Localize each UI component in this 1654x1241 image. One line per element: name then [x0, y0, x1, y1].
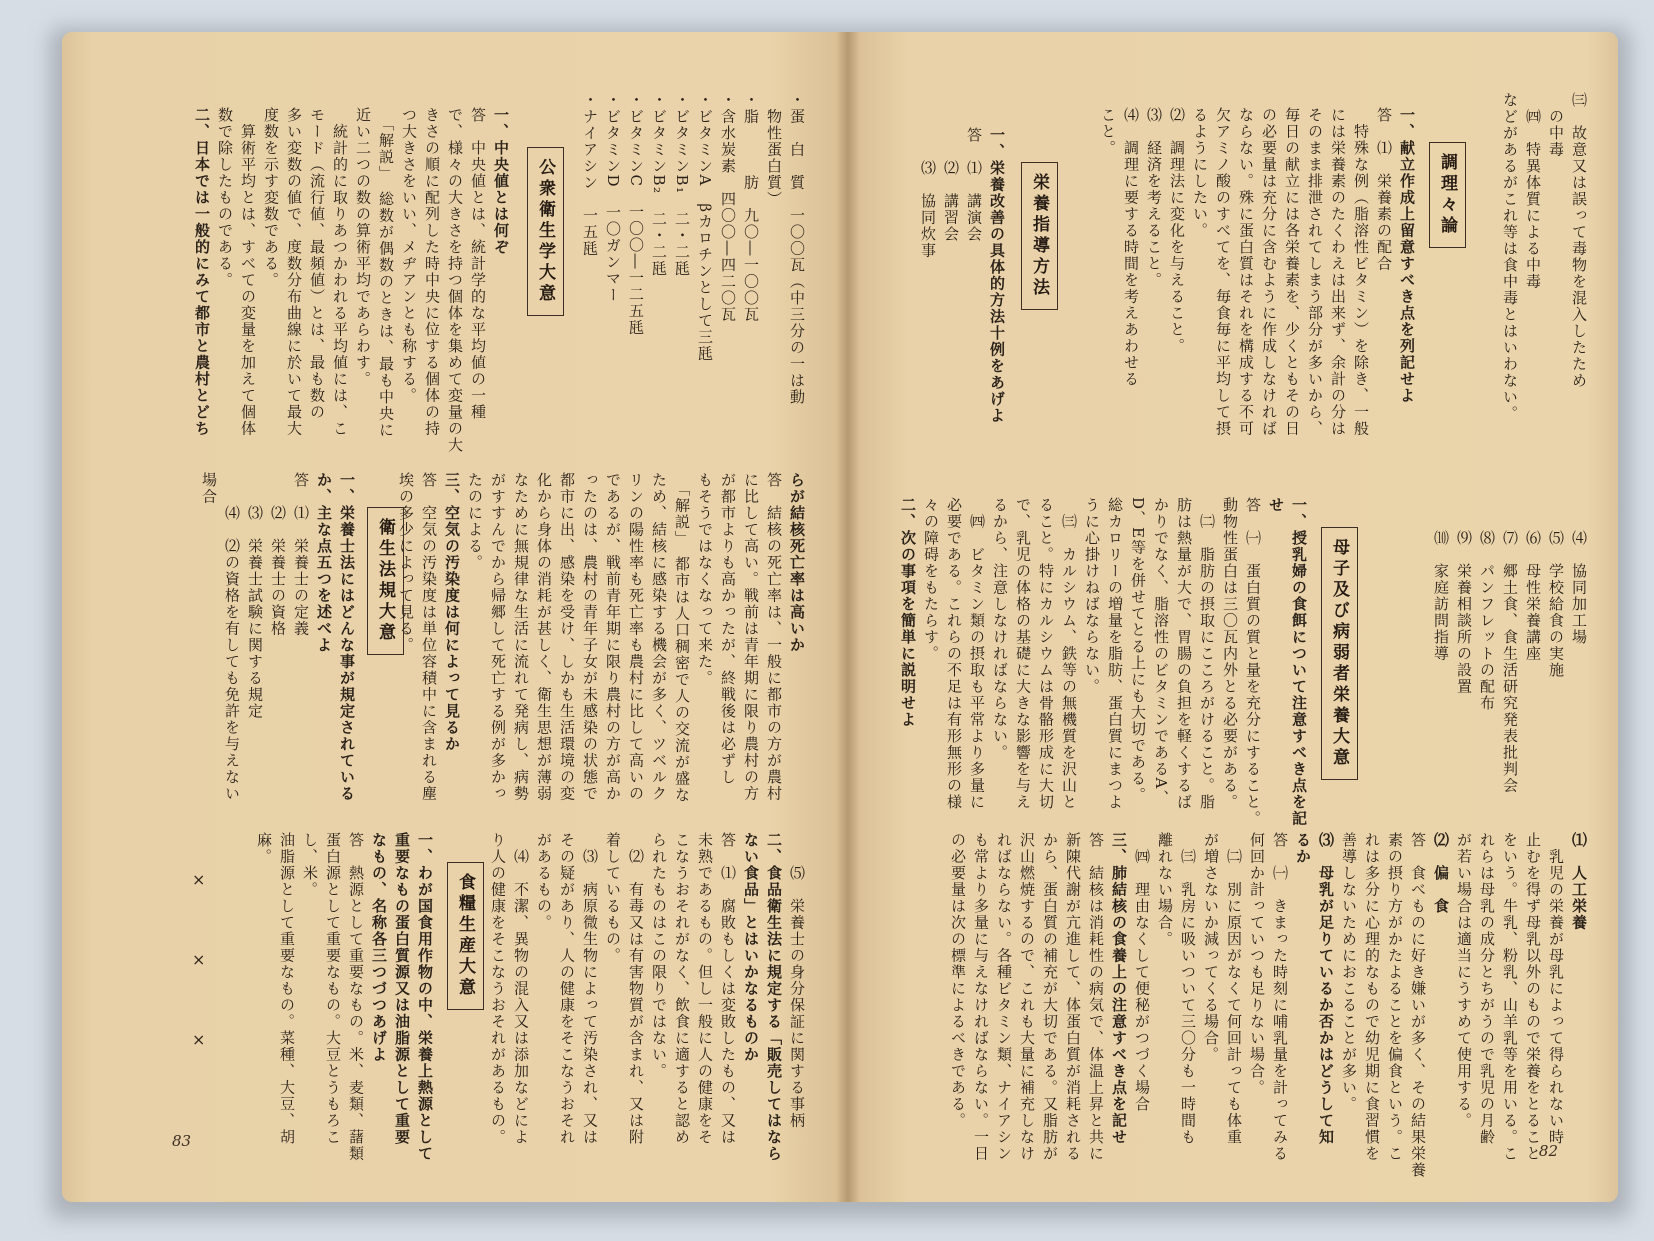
text-line: こなうおそれがなく、飲食に適すると認め [673, 832, 691, 1146]
text-line: ・ビタミンB₂ 二・二瓱 [650, 92, 668, 278]
cooking-section [1096, 107, 1418, 442]
text-line: には栄養素のたくわえは出来ず、余計の分は [1329, 107, 1347, 437]
text-line: ⑼ 栄養相談所の設置 [1455, 497, 1473, 695]
text-line: 未熟であるもの。但し一般に人の健康をそ [696, 832, 714, 1146]
text-line: ・ビタミンD 一〇ガンマー [604, 92, 622, 304]
page-number-right: 82 [1538, 1142, 1558, 1160]
text-line: ・ビタミンB₁ 二・二瓱 [673, 92, 691, 278]
text-line: 「解説」 総数が偶数のときは、最も中央に [377, 107, 395, 439]
hygiene-law-bottom [486, 832, 808, 1162]
question-line: 一、わが国食用作物の中、栄養上熱源として [416, 832, 434, 1162]
text-line: 麻。 [255, 832, 273, 865]
text-line: 々の障碍をもたらす。 [922, 497, 940, 662]
text-line: 新陳代謝が亢進して、体蛋白質が消耗される [1064, 832, 1082, 1162]
text-line: きさの順に配列した時中央に位する個体の持 [423, 107, 441, 437]
question-line: 一、栄養改善の具体的方法十例をあげよ [988, 127, 1006, 424]
public-health-bottom [394, 472, 808, 802]
text-line: から、蛋白質の補充が大切である。又脂肪が [1041, 832, 1059, 1162]
text-line: 乳児の栄養が母乳によって得られない時 [1547, 832, 1565, 1146]
text-line: 欠アミノ酸のすべてを、毎食毎に平均して摂 [1214, 107, 1232, 437]
text-line: ⑷ 不潔、異物の混入又は添加などによ [512, 832, 530, 1146]
text-line: ⑵ 有毒又は有害物質が含まれ、又は附 [627, 832, 645, 1146]
text-line: ⑶ 病原微生物によって汚染され、又は [581, 832, 599, 1146]
text-line: の中毒 [1547, 92, 1565, 158]
text-line: もそうではなくなって来た。 [696, 472, 714, 687]
text-line: ・ビタミンA βカロチンとして三瓱 [696, 92, 714, 363]
text-line: ・ナイアシン 一五瓱 [581, 92, 599, 257]
text-line: かりでなく、脂溶性のビタミンであるA、 [1152, 497, 1170, 807]
section-heading-hygiene-law: 衛生法規大意 [367, 507, 404, 655]
question-line: 二、食品衛生法に規定する「販売してはなら [765, 832, 783, 1162]
text-line: ⑷ ⑵の資格を有しても免許を与えない [223, 472, 241, 802]
text-line: 離れない場合。 [1156, 832, 1174, 948]
text-line: 肪は熱量が大で、胃腸の負担を軽くするば [1175, 497, 1193, 811]
text-line: ⑵ 栄養士の資格 [269, 472, 287, 637]
question-line: なもの、名称各三つづつあげよ [370, 832, 388, 1063]
question-line: せ [1267, 497, 1285, 514]
question-line: か、主な点五つを述べよ [315, 472, 333, 654]
nutrient-list [578, 92, 808, 432]
text-line: リンの陽性率も死亡率も農村に比して高いの [627, 472, 645, 802]
text-line: 都市に出、感染を受け、しかも生活環境の変 [558, 472, 576, 802]
text-line: で、様々の大きさを持つ個体を集めて変量の大 [446, 107, 464, 454]
question-line: 一、献立作成上留意すべき点を列記せよ [1398, 107, 1416, 404]
text-line: ㈣ ビタミン類の摂取も平常より多量に [968, 497, 986, 811]
text-line: れは多分に心理的なもので幼児期に食習慣を [1363, 832, 1381, 1162]
text-line: ㈣ 特異体質による中毒 [1524, 92, 1542, 290]
text-line: 素の摂り方がかたよることを偏食という。こ [1386, 832, 1404, 1162]
text-line: の必要量は充分に含むように作成しなければ [1260, 107, 1278, 437]
left-page [62, 32, 848, 1202]
question-line: らが結核死亡率は高いか [788, 472, 806, 654]
question-line: 二、次の事項を簡単に説明せよ [899, 497, 917, 728]
text-line: ること。特にカルシウムは骨骼形成に大切 [1037, 497, 1055, 811]
text-line: ため、結核に感染する機会が多く、ツベルク [650, 472, 668, 802]
section-heading-food-production: 食糧生産大意 [447, 862, 484, 1010]
question-line: 二、日本では一般的にみて都市と農村とどち [193, 107, 211, 437]
text-line: 場合 [200, 472, 218, 505]
text-line: ⑵ 講習会 [942, 127, 960, 243]
maternal-top [896, 497, 1310, 827]
text-line: 統計的に取りあつかわれる平均値には、こ [331, 107, 349, 437]
question-line: ない食品」とはいかなるものか [742, 832, 760, 1063]
text-line: モード（流行値、最頻値）とは、最も数の [308, 107, 326, 421]
text-line: 答 ⑴ 栄養士の定義 [292, 472, 310, 637]
closing-mark: × [192, 870, 206, 889]
question-line: 三、肺結核の食養上の注意すべき点を記せ [1110, 832, 1128, 1146]
text-line: ればならない。各種ビタミン類、ナイアシン [995, 832, 1013, 1162]
text-line: ったのは、農村の青年子女が未感染の状態で [581, 472, 599, 802]
right-page [848, 32, 1618, 1202]
text-line: ・ビタミンC 一〇〇―一二五瓱 [627, 92, 645, 336]
question-line: 三、空気の汚染度は何によって見るか [443, 472, 461, 753]
text-line: ⑸ 学校給食の実施 [1547, 497, 1565, 679]
text-line: れらは母乳の成分とちがうので乳児の月齢 [1478, 832, 1496, 1146]
text-line: がすすんでから帰郷して死亡する例が多かっ [489, 472, 507, 802]
text-line: 着しているもの。 [604, 832, 622, 964]
text-line: ⑺ 郷土食、食生活研究発表批判会 [1501, 497, 1519, 794]
text-line: ⑻ パンフレットの配布 [1478, 497, 1496, 712]
text-line: ㈢ 故意又は誤って毒物を混入したため [1570, 92, 1588, 389]
section-heading-public-health: 公衆衛生学大意 [527, 147, 564, 316]
text-line: そのまま排泄されてしまう部分が多いから、 [1306, 107, 1324, 437]
section-heading-nutrition-guidance: 栄養指導方法 [1021, 162, 1058, 310]
text-line: 物性蛋白質） [765, 92, 783, 208]
text-line: も常より多量に与えなければならない。一日 [972, 832, 990, 1162]
text-line: ・脂 肪 九〇―一〇〇瓦 [742, 92, 760, 323]
text-line: るようにしたい。 [1191, 107, 1209, 239]
text-line: 油脂源として重要なもの。菜種、大豆、胡 [278, 832, 296, 1146]
guidance-top [916, 127, 1008, 442]
text-line: が若い場合は適当にうすめて使用する。 [1455, 832, 1473, 1129]
question-line: るか [1294, 832, 1312, 865]
text-line: ⑷ 調理に要する時間を考えあわせる [1122, 107, 1140, 388]
text-line: などがあるがこれ等は食中毒とはいわない。 [1501, 92, 1519, 422]
closing-mark: × [192, 1030, 206, 1049]
text-line: ⑶ 経済を考えること。 [1145, 107, 1163, 289]
text-line: 特殊な例（脂溶性ビタミン）を除き、一般 [1352, 107, 1370, 437]
text-line: 答 中央値とは、統計学的な平均値の一種 [469, 107, 487, 421]
guidance-bottom [1429, 497, 1590, 797]
text-line: 「解説」 都市は人口稠密で人の交流が盛な [673, 472, 691, 804]
text-line: 算術平均とは、すべての変量を加えて個体 [239, 107, 257, 437]
text-line: ㈡ 別に原因がなくて何回計っても体重 [1225, 832, 1243, 1146]
question-line: 一、栄養士法にはどんな事が規定されている [338, 472, 356, 802]
text-line: り人の健康をそこなうおそれがあるもの。 [489, 832, 507, 1146]
text-line: ⑹ 母性栄養講座 [1524, 497, 1542, 662]
text-line: ⑶ 栄養士試験に関する規定 [246, 472, 264, 720]
text-line: 止むを得ず母乳以外のもので栄養をとること [1524, 832, 1542, 1162]
book-gutter [836, 32, 860, 1202]
text-line: ⑸ 栄養士の身分保証に関する事柄 [788, 832, 806, 1129]
hygiene-law-top [197, 472, 358, 802]
text-line: ⑽ 家庭訪問指導 [1432, 497, 1450, 662]
question-line: ⑴ 人工栄養 [1570, 832, 1588, 931]
text-line: 答 ㈠ きまった時刻に哺乳量を計ってみる [1271, 832, 1289, 1162]
text-line: 総カロリーの増量を脂肪、蛋白質にまつよ [1106, 497, 1124, 811]
text-line: であるが、戦前青年期に限り農村の方が高か [604, 472, 622, 802]
text-line: をいう。牛乳、粉乳、山羊乳等を用いる。こ [1501, 832, 1519, 1162]
text-line: が増さないか減ってくる場合。 [1202, 832, 1220, 1063]
text-line: があるもの。 [535, 832, 553, 931]
text-line: ⑷ 協同加工場 [1570, 497, 1588, 646]
text-line: たのによる。 [466, 472, 484, 571]
text-line: その疑があり、人の健康をそこなうおそれ [558, 832, 576, 1146]
text-line: ならない。殊に蛋白質はそれを構成する不可 [1237, 107, 1255, 437]
text-line: 毎日の献立には各栄養素を、少くともその日 [1283, 107, 1301, 437]
text-line: 数で除したものである。 [216, 107, 234, 289]
text-line: るから、注意しなければならない。 [991, 497, 1009, 761]
text-line: 答 ⑴ 腐敗もしくは変敗したもの、又は [719, 832, 737, 1146]
text-line: 度数を示す変数である。 [262, 107, 280, 289]
text-line: ⑵ 調理法に変化を与えること。 [1168, 107, 1186, 355]
text-line: 埃の多少によって見る。 [397, 472, 415, 654]
text-line: 必要である。これらの不足は有形無形の様 [945, 497, 963, 811]
text-line: ⑶ 協同炊事 [919, 127, 937, 259]
question-line: 重要なもの蛋白質源又は油脂源として重要 [393, 832, 411, 1146]
text-line: ㈡ 脂肪の摂取にこころがけること。脂 [1198, 497, 1216, 811]
text-line: 善導しないためにおこることが多い。 [1340, 832, 1358, 1113]
text-line: ・含水炭素 四〇〇―四二〇瓦 [719, 92, 737, 323]
text-line: ㈣ 理由なくして便秘がつづく場合 [1133, 832, 1151, 1113]
text-line: し、米。 [301, 832, 319, 898]
question-line: 一、中央値とは何ぞ [492, 107, 510, 256]
text-line: うに心掛けねばならない。 [1083, 497, 1101, 695]
text-line: 化から身体の消耗が甚しく、衛生思想が薄弱 [535, 472, 553, 802]
text-line: 何回か計っていつも足りない場合。 [1248, 832, 1266, 1096]
text-line: つ大きさをいい、メヂアンとも称する。 [400, 107, 418, 404]
text-line: られたものはこの限りではない。 [650, 832, 668, 1080]
intro-continuation [1498, 92, 1590, 432]
question-line: ⑶ 母乳が足りているか否かはどうして知 [1317, 832, 1335, 1146]
text-line: 近い二つの数の算術平均であらわす。 [354, 107, 372, 388]
food-production-section [252, 832, 436, 1162]
text-line: 答 結核は消耗性の病気で、体温上昇と共に [1087, 832, 1105, 1162]
text-line: ・蛋 白 質 一〇〇瓦（中三分の一は動 [788, 92, 806, 406]
text-line: 答 ㈠ 蛋白質の質と量を充分にすること。 [1244, 497, 1262, 827]
question-line: ⑵ 偏 食 [1432, 832, 1450, 915]
text-line: 答 空気の汚染度は単位容積中に含まれる塵 [420, 472, 438, 802]
text-line: 動物性蛋白は三〇瓦内外とる必要がある。 [1221, 497, 1239, 811]
text-line: 多い変数の値で、度数分布曲線に於いて最大 [285, 107, 303, 437]
page-number-left: 83 [172, 1132, 192, 1150]
question-line: 一、授乳婦の食餌について注意すべき点を記 [1290, 497, 1308, 827]
text-line: 答 熱源として重要なもの。米、麦類、藷類 [347, 832, 365, 1162]
text-line: の必要量は次の標準によるべきである。 [949, 832, 967, 1129]
public-health-top [190, 107, 512, 454]
text-line: ㈢ カルシウム、鉄等の無機質を沢山と [1060, 497, 1078, 811]
text-line: 答 ⑴ 栄養素の配合 [1375, 107, 1393, 272]
text-line: なために無規律な生活に流れて発病し、病勢 [512, 472, 530, 802]
text-line: D、E等を併せてとる上にも大切である。 [1129, 497, 1147, 804]
section-heading-cooking: 調理々論 [1429, 142, 1466, 248]
text-line: ㈢ 乳房に吸いついて三〇分も一時間も [1179, 832, 1197, 1146]
text-line: 沢山燃焼するので、これも大量に補充しなけ [1018, 832, 1036, 1162]
text-line: 答 食べものに好き嫌いが多く、その結果栄養 [1409, 832, 1427, 1179]
text-line: で、乳児の体格の基礎に大きな影響を与え [1014, 497, 1032, 811]
maternal-bottom [946, 832, 1590, 1179]
text-line: 蛋白源として重要なもの。大豆とうもろこ [324, 832, 342, 1146]
text-line: こと。 [1099, 107, 1117, 157]
text-line: が都市よりも高かったが、終戦後は必ずし [719, 472, 737, 786]
closing-mark: × [192, 950, 206, 969]
text-line: に比して高い。戦前は青年期に限り農村の方 [742, 472, 760, 802]
section-heading-maternal: 母子及び病弱者栄養大意 [1321, 527, 1358, 780]
text-line: 答 結核の死亡率は、一般に都市の方が農村 [765, 472, 783, 802]
text-line: 答 ⑴ 講演会 [965, 127, 983, 243]
